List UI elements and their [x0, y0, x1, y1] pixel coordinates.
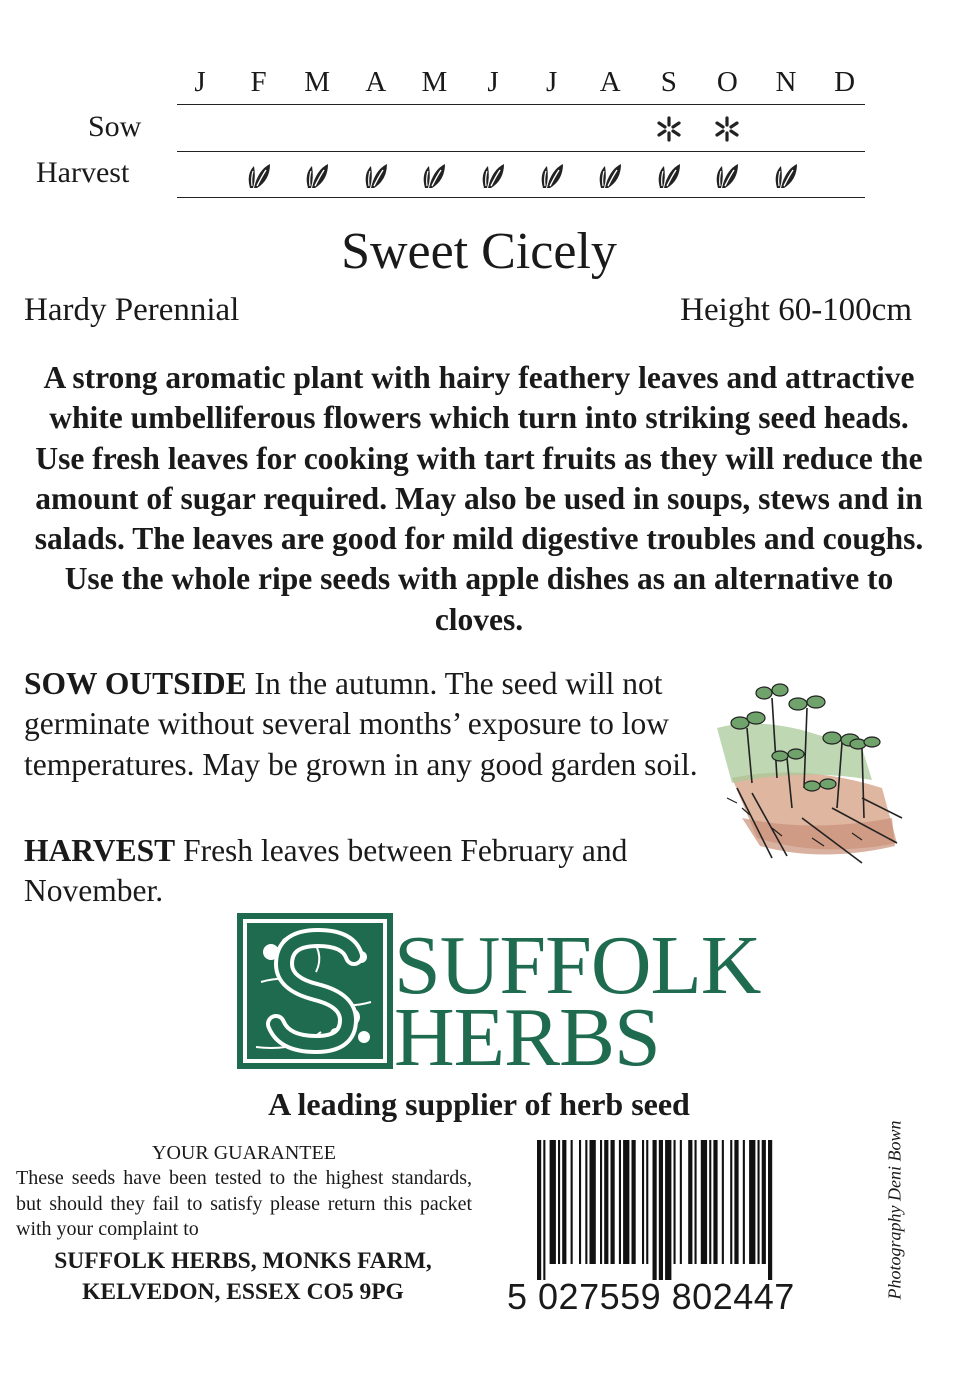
- seedlings-illustration: [712, 668, 908, 868]
- barcode-bar: [758, 1140, 760, 1264]
- leaf-harvest-icon: [771, 160, 801, 192]
- leaf-harvest-icon: [654, 160, 684, 192]
- logo-text-line2: HERBS: [394, 991, 660, 1084]
- barcode-bar: [604, 1140, 608, 1264]
- month-label: O: [716, 66, 738, 98]
- month-label: J: [487, 66, 499, 98]
- calendar-rule: [177, 197, 865, 198]
- barcode-bar: [611, 1140, 615, 1264]
- address-line2: KELVEDON, ESSEX CO5 9PG: [82, 1279, 404, 1305]
- month-label: S: [660, 66, 677, 98]
- barcode-bar: [562, 1140, 566, 1264]
- barcode-bar: [665, 1140, 671, 1280]
- calendar-rule: [177, 151, 865, 152]
- barcode-number: 5 027559 802447: [507, 1276, 795, 1317]
- barcode-bar: [543, 1140, 545, 1280]
- sow-instructions: [24, 664, 714, 785]
- return-address: [0, 1246, 486, 1308]
- barcode-bar: [713, 1140, 717, 1264]
- month-label: F: [250, 66, 267, 98]
- sow-heading: SOW OUTSIDE: [24, 666, 247, 701]
- guarantee-text: These seeds have been tested to the highest standards, but should they fail to satisfy please return this packet with your complaint to: [16, 1167, 472, 1240]
- leaf-harvest-icon: [712, 160, 742, 192]
- brand-tagline: A leading supplier of herb seed: [268, 1086, 690, 1122]
- leaf-harvest-icon: [537, 160, 567, 192]
- photo-credit-text: Photography Deni Bown: [884, 1120, 905, 1300]
- barcode-bar: [743, 1140, 745, 1264]
- barcode-bar: [722, 1140, 724, 1264]
- barcode-bar: [619, 1140, 621, 1264]
- barcode-bar: [642, 1140, 644, 1264]
- barcode-bar: [579, 1140, 581, 1264]
- month-label: J: [194, 66, 206, 98]
- month-label: N: [775, 66, 797, 98]
- harvest-row-label: Harvest: [36, 156, 130, 189]
- leaf-harvest-icon: [595, 160, 625, 192]
- guarantee-heading: YOUR GUARANTEE: [152, 1142, 336, 1164]
- month-label: J: [545, 66, 558, 98]
- star-sow-icon: [712, 114, 742, 144]
- barcode-bar: [590, 1140, 596, 1264]
- barcode-bar: [550, 1140, 556, 1264]
- harvest-instructions: [24, 831, 714, 912]
- calendar-rule: [177, 104, 865, 105]
- barcode-bar: [653, 1140, 657, 1280]
- plant-height: Height 60-100cm: [680, 292, 912, 328]
- barcode-bar: [701, 1140, 707, 1264]
- month-label: M: [304, 66, 331, 98]
- barcode-bar: [695, 1140, 697, 1264]
- leaf-harvest-icon: [244, 160, 274, 192]
- barcode-bar: [688, 1140, 692, 1264]
- logo-text-line1: SUFFOLK: [394, 919, 761, 1012]
- product-description: A strong aromatic plant with hairy feathery leaves and attractive white umbelliferous flowers which turn into striking seed heads. Use fresh leaves for cooking with tart fruits as they will reduce the amount of sugar required. May also be used in soups, stews and in salads. The leaves are good for mild digestive troubles and coughs. Use the whole ripe seeds with apple dishes as an alternative to cloves.: [34, 360, 924, 637]
- leaf-harvest-icon: [302, 160, 332, 192]
- barcode-bar: [674, 1140, 676, 1264]
- barcode-bar: [709, 1140, 711, 1264]
- plant-type: Hardy Perennial: [24, 292, 240, 328]
- leaf-harvest-icon: [361, 160, 391, 192]
- barcode-bar: [537, 1140, 541, 1280]
- barcode-bar: [558, 1140, 560, 1264]
- barcode-bar: [646, 1140, 648, 1264]
- barcode-bar: [768, 1140, 772, 1280]
- month-label: M: [421, 66, 448, 98]
- month-label: D: [834, 66, 856, 98]
- barcode-bar: [623, 1140, 629, 1264]
- barcode-bar: [734, 1140, 738, 1264]
- harvest-heading: HARVEST: [24, 833, 176, 868]
- sow-row-label: Sow: [88, 110, 142, 143]
- leaf-harvest-icon: [478, 160, 508, 192]
- address-line1: SUFFOLK HERBS, MONKS FARM,: [54, 1248, 432, 1274]
- barcode-bar: [680, 1140, 682, 1264]
- harvest-text: Fresh leaves between February and November.: [24, 833, 628, 909]
- sow-text: In the autumn. The seed will not germinate without several months’ exposure to low temperatures. May be grown in any good garden soil.: [24, 666, 698, 782]
- month-label: A: [599, 66, 621, 98]
- barcode-bar: [600, 1140, 602, 1264]
- barcode-bar: [632, 1140, 636, 1264]
- barcode-bar: [749, 1140, 755, 1264]
- barcode-bar: [585, 1140, 587, 1264]
- barcode-bar: [762, 1140, 766, 1264]
- suffolk-herbs-logo: [236, 912, 761, 1084]
- barcode-bar: [571, 1140, 573, 1264]
- barcode-bar: [730, 1140, 732, 1264]
- photo-credit: [875, 1100, 915, 1320]
- month-label: A: [365, 66, 387, 98]
- barcode-bar: [659, 1140, 663, 1280]
- leaf-harvest-icon: [419, 160, 449, 192]
- barcode: [507, 1140, 843, 1280]
- star-sow-icon: [654, 114, 684, 144]
- product-title: Sweet Cicely: [341, 223, 617, 280]
